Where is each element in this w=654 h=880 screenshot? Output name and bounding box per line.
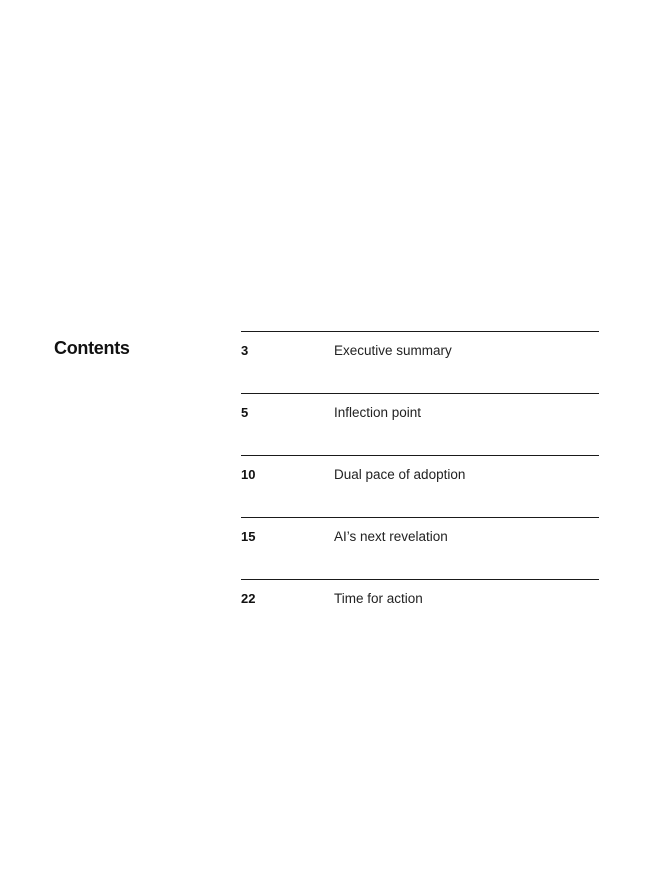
table-of-contents <box>241 331 599 641</box>
toc-page-number: 22 <box>241 591 256 606</box>
toc-entry[interactable] <box>241 455 599 517</box>
toc-entry[interactable] <box>241 579 599 641</box>
toc-page-number: 10 <box>241 467 256 482</box>
toc-entry[interactable] <box>241 393 599 455</box>
toc-entry-title[interactable]: Dual pace of adoption <box>334 467 466 482</box>
toc-entry-title[interactable]: AI’s next revelation <box>334 529 448 544</box>
toc-entry-title[interactable]: Time for action <box>334 591 423 606</box>
contents-heading: Contents <box>54 338 130 358</box>
toc-page-number: 5 <box>241 405 249 420</box>
toc-entry-title[interactable]: Executive summary <box>334 343 452 358</box>
toc-page-number: 3 <box>241 343 249 358</box>
toc-entry[interactable] <box>241 331 599 393</box>
toc-entry-title[interactable]: Inflection point <box>334 405 422 420</box>
toc-page-number: 15 <box>241 529 256 544</box>
toc-entry[interactable] <box>241 517 599 579</box>
